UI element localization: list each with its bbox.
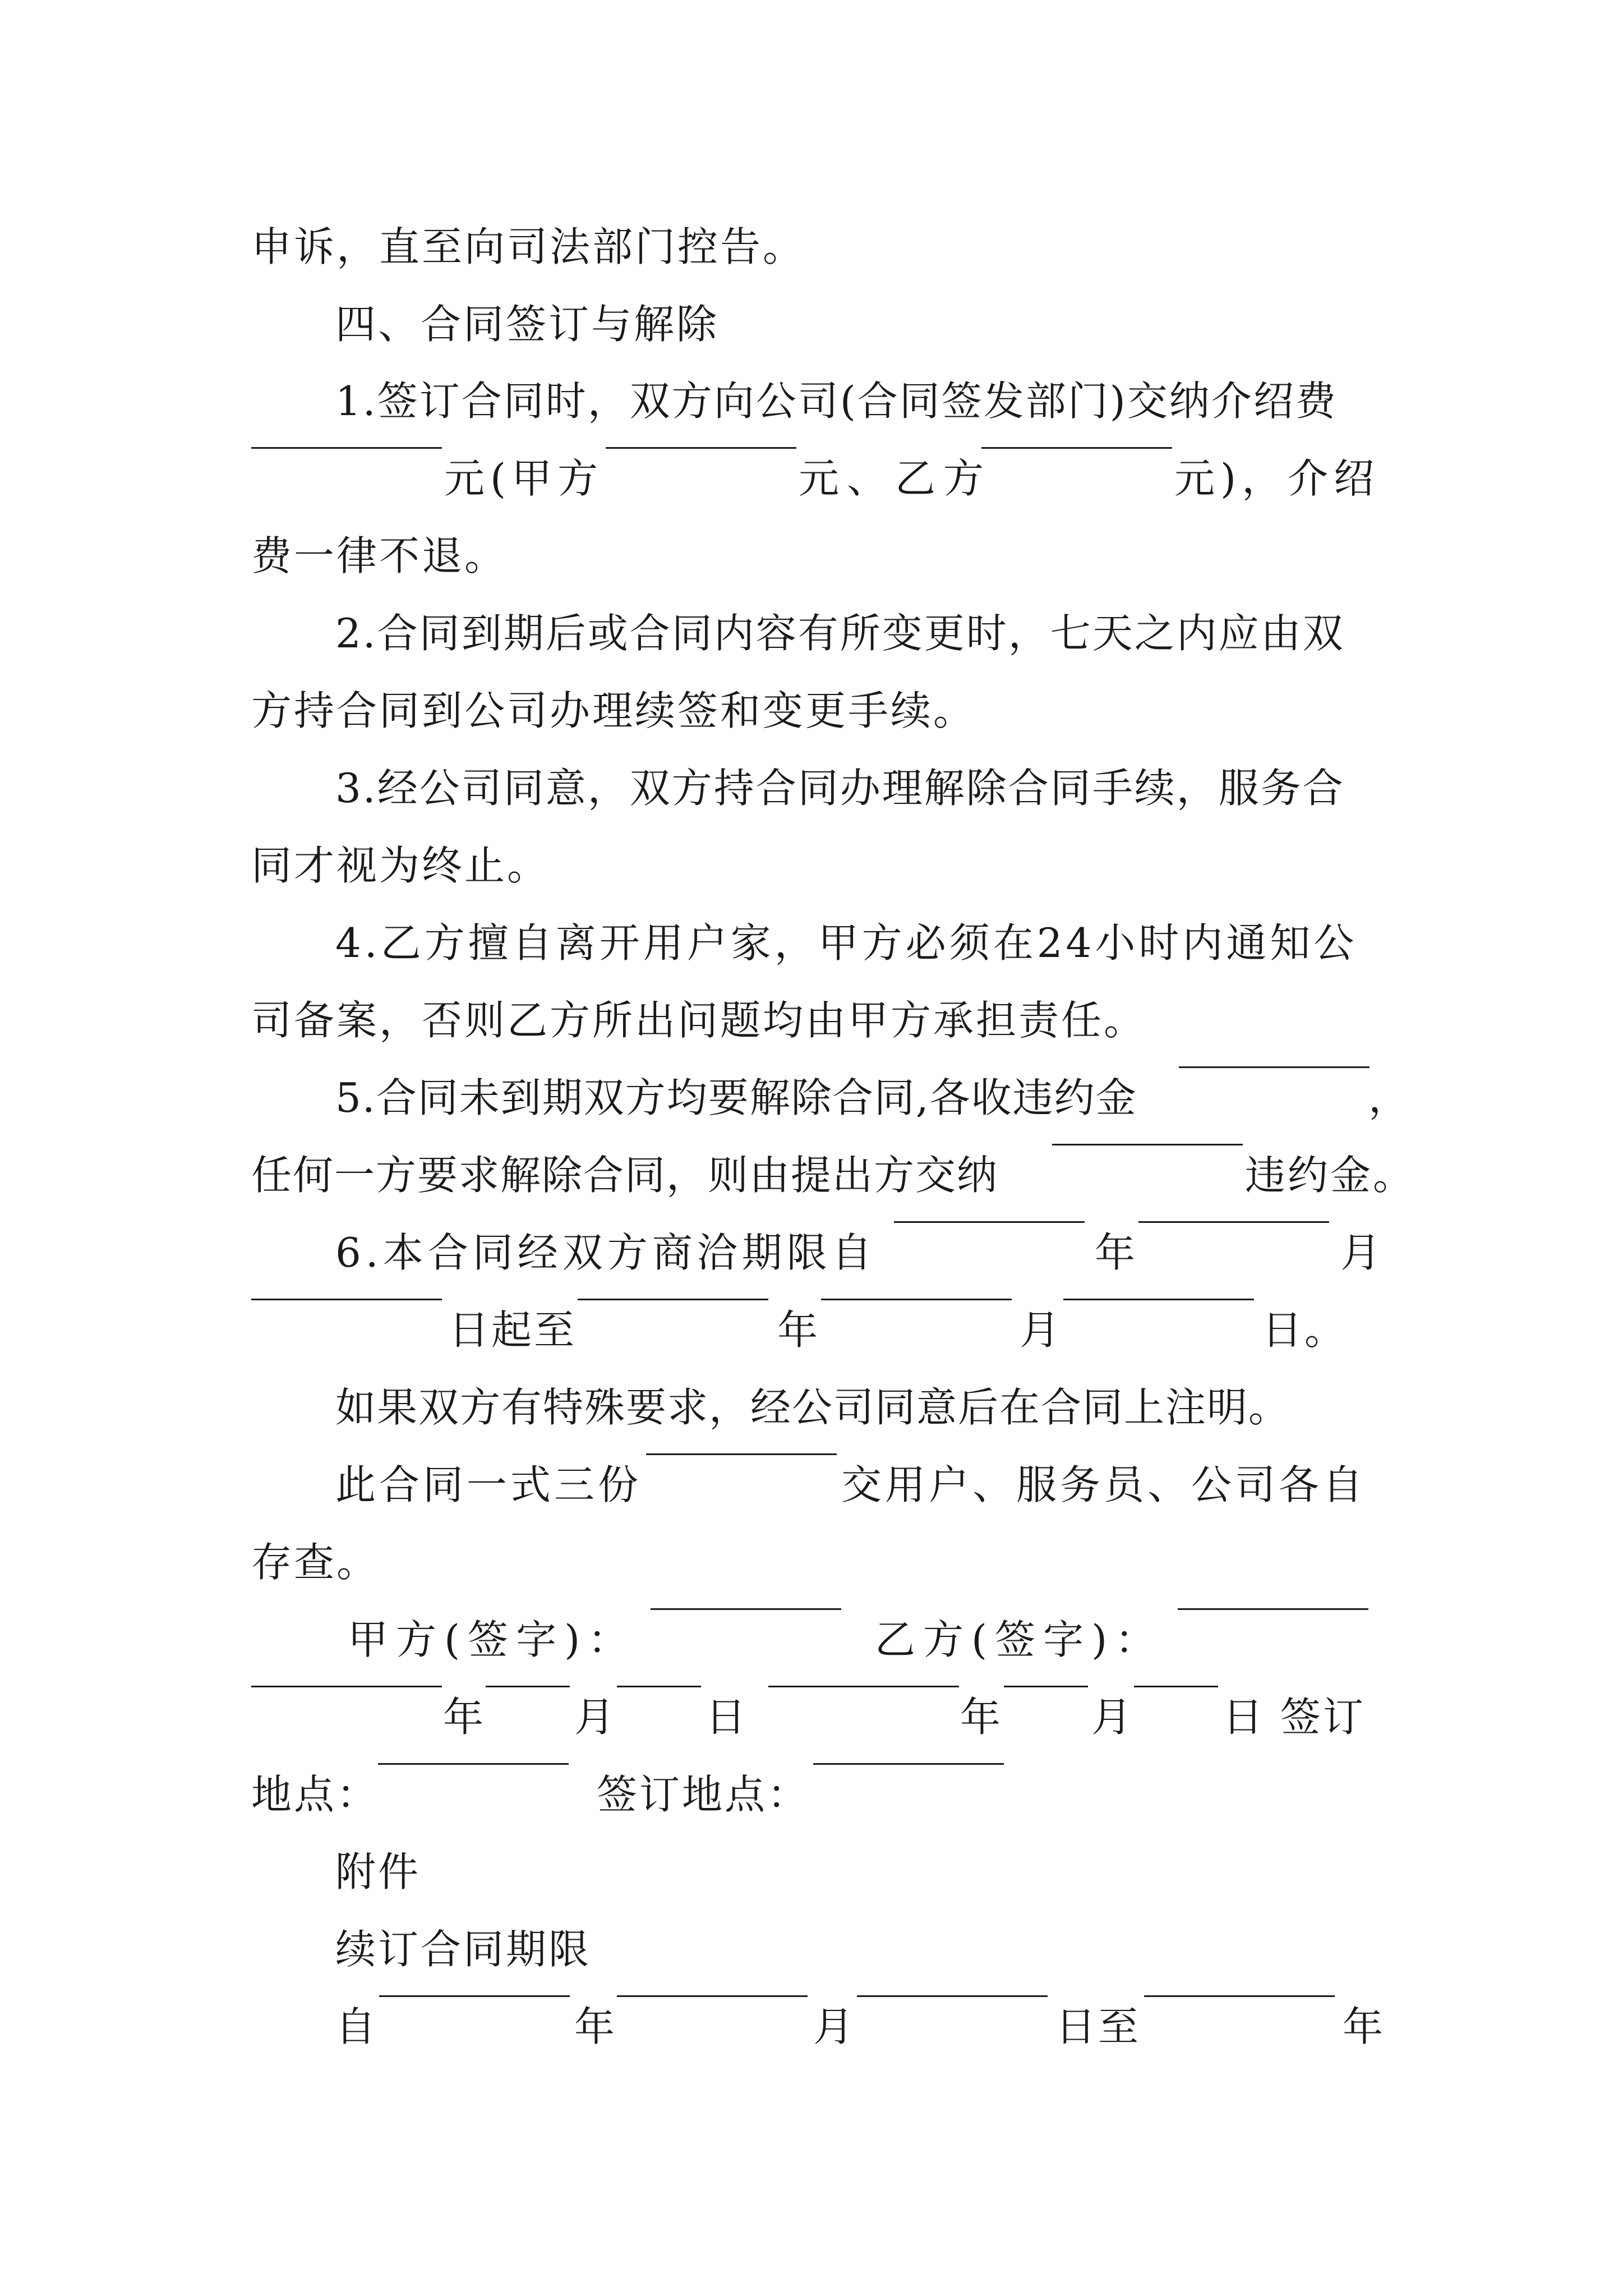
text-segment: 月 [574, 1694, 615, 1741]
paragraph-line [0, 1529, 1623, 1596]
text-segment: 违约金。 [1245, 1152, 1416, 1199]
paragraph-line [0, 677, 1623, 744]
fill-blank[interactable] [1134, 1683, 1218, 1687]
text-segment: 年 [574, 2003, 615, 2050]
text-segment: 月 [1091, 1694, 1132, 1741]
fill-blank[interactable] [821, 1296, 1012, 1300]
signature-date-line [0, 1683, 1623, 1751]
text-segment: 日起至 [449, 1306, 577, 1354]
text-segment: 6.本合同经双方商洽期限自 [335, 1229, 877, 1276]
fill-blank[interactable] [378, 1761, 569, 1765]
paragraph-line [0, 213, 1623, 280]
fill-blank[interactable] [768, 1683, 959, 1687]
fill-blank[interactable] [606, 445, 796, 449]
text-segment: 如果双方有特殊要求，经公司同意后在合同上注明。 [335, 1384, 1290, 1431]
fill-blank[interactable] [813, 1761, 1004, 1765]
paragraph-line [0, 600, 1623, 667]
paragraph-line [0, 1064, 1623, 1131]
signature-place-line [0, 1761, 1623, 1828]
text-segment: 日 签订 [1223, 1694, 1366, 1741]
paragraph-line [0, 367, 1623, 435]
fill-blank[interactable] [1052, 1142, 1243, 1145]
paragraph-line [0, 1916, 1623, 1983]
text-segment: 5.合同未到期双方均要解除合同,各收违约金 [335, 1074, 1137, 1121]
paragraph-line [0, 832, 1623, 899]
paragraph-line [0, 1219, 1623, 1286]
fill-blank[interactable] [251, 445, 442, 449]
fill-blank[interactable] [379, 1993, 570, 1997]
fill-blank[interactable] [251, 1683, 442, 1687]
fill-blank[interactable] [1179, 1064, 1370, 1068]
text-segment: 地点： [251, 1771, 380, 1818]
text-segment: ， [1368, 1074, 1409, 1121]
text-segment: 司备案，否则乙方所出问题均由甲方承担责任。 [251, 997, 1147, 1044]
text-segment: 月 [813, 2003, 854, 2050]
text-segment: 元(甲方 [444, 455, 604, 502]
paragraph-line [0, 754, 1623, 822]
text-segment: 自 [335, 2003, 376, 2050]
fill-blank[interactable] [1063, 1296, 1254, 1300]
text-segment: 续订合同期限 [335, 1926, 592, 1973]
fill-blank[interactable] [1144, 1993, 1335, 1997]
paragraph-line [0, 1451, 1623, 1519]
paragraph-line [0, 909, 1623, 977]
text-segment: 同才视为终止。 [251, 842, 550, 889]
text-segment: 此合同一式三份 [335, 1461, 642, 1508]
text-segment: 2.合同到期后或合同内容有所变更时，七天之内应由双 [335, 610, 1345, 657]
text-segment: 交用户、服务员、公司各自 [841, 1461, 1367, 1508]
party-a-signature-blank[interactable] [651, 1606, 841, 1610]
text-segment: 元、乙方 [799, 455, 992, 502]
text-segment: 月 [1020, 1306, 1061, 1354]
text-segment: 签订地点： [597, 1771, 810, 1818]
text-segment: 日至 [1055, 2003, 1141, 2050]
text-segment: 任何一方要求解除合同，则由提出方交纳 [251, 1152, 999, 1199]
text-segment: 年 [960, 1694, 1001, 1741]
fill-blank[interactable] [857, 1993, 1048, 1997]
attachment-heading [0, 1838, 1623, 1906]
text-segment: 日。 [1262, 1306, 1348, 1354]
fill-blank[interactable] [578, 1296, 768, 1300]
fill-blank[interactable] [486, 1683, 570, 1687]
text-segment: 方持合同到公司办理续签和变更手续。 [251, 687, 976, 734]
text-segment: 4.乙方擅自离开用户家，甲方必须在24小时内通知公 [335, 919, 1358, 967]
fill-blank[interactable] [617, 1683, 701, 1687]
fill-blank[interactable] [981, 445, 1172, 449]
paragraph-line [0, 1142, 1623, 1209]
fill-blank[interactable] [646, 1451, 837, 1455]
text-segment: 年 [443, 1694, 484, 1741]
fill-blank[interactable] [251, 1296, 442, 1300]
text-segment: 年 [777, 1306, 818, 1354]
text-segment: 年 [1095, 1229, 1136, 1276]
paragraph-line [0, 1296, 1623, 1364]
signature-line [0, 1606, 1623, 1673]
paragraph-line [0, 987, 1623, 1054]
fill-blank[interactable] [894, 1219, 1085, 1223]
text-segment: 费一律不退。 [251, 532, 508, 579]
text-segment: 日 [706, 1694, 746, 1741]
text-segment: 存查。 [251, 1539, 380, 1586]
text-segment: 1.签订合同时，双方向公司(合同签发部门)交纳介绍费 [335, 378, 1338, 425]
text-segment: 四、合同签订与解除 [335, 301, 720, 348]
section-heading [0, 291, 1623, 358]
party-b-signature-label: 乙方(签字)： [875, 1616, 1164, 1663]
text-segment: 申诉，直至向司法部门控告。 [251, 223, 806, 270]
text-segment: 3.经公司同意，双方持合同办理解除合同手续，服务合 [335, 765, 1345, 812]
text-segment: 附件 [335, 1848, 421, 1895]
paragraph-line [0, 1374, 1623, 1441]
party-b-signature-blank[interactable] [1178, 1606, 1368, 1610]
fill-blank[interactable] [617, 1993, 808, 1997]
text-segment: 月 [1340, 1229, 1381, 1276]
paragraph-line [0, 445, 1623, 512]
paragraph-line [0, 522, 1623, 590]
fill-blank[interactable] [1004, 1683, 1088, 1687]
text-segment: 元)，介绍 [1174, 455, 1380, 502]
fill-blank[interactable] [1138, 1219, 1329, 1223]
party-a-signature-label: 甲方(签字)： [348, 1616, 637, 1663]
text-segment: 年 [1343, 2003, 1384, 2050]
renewal-period-line [0, 1993, 1623, 2060]
